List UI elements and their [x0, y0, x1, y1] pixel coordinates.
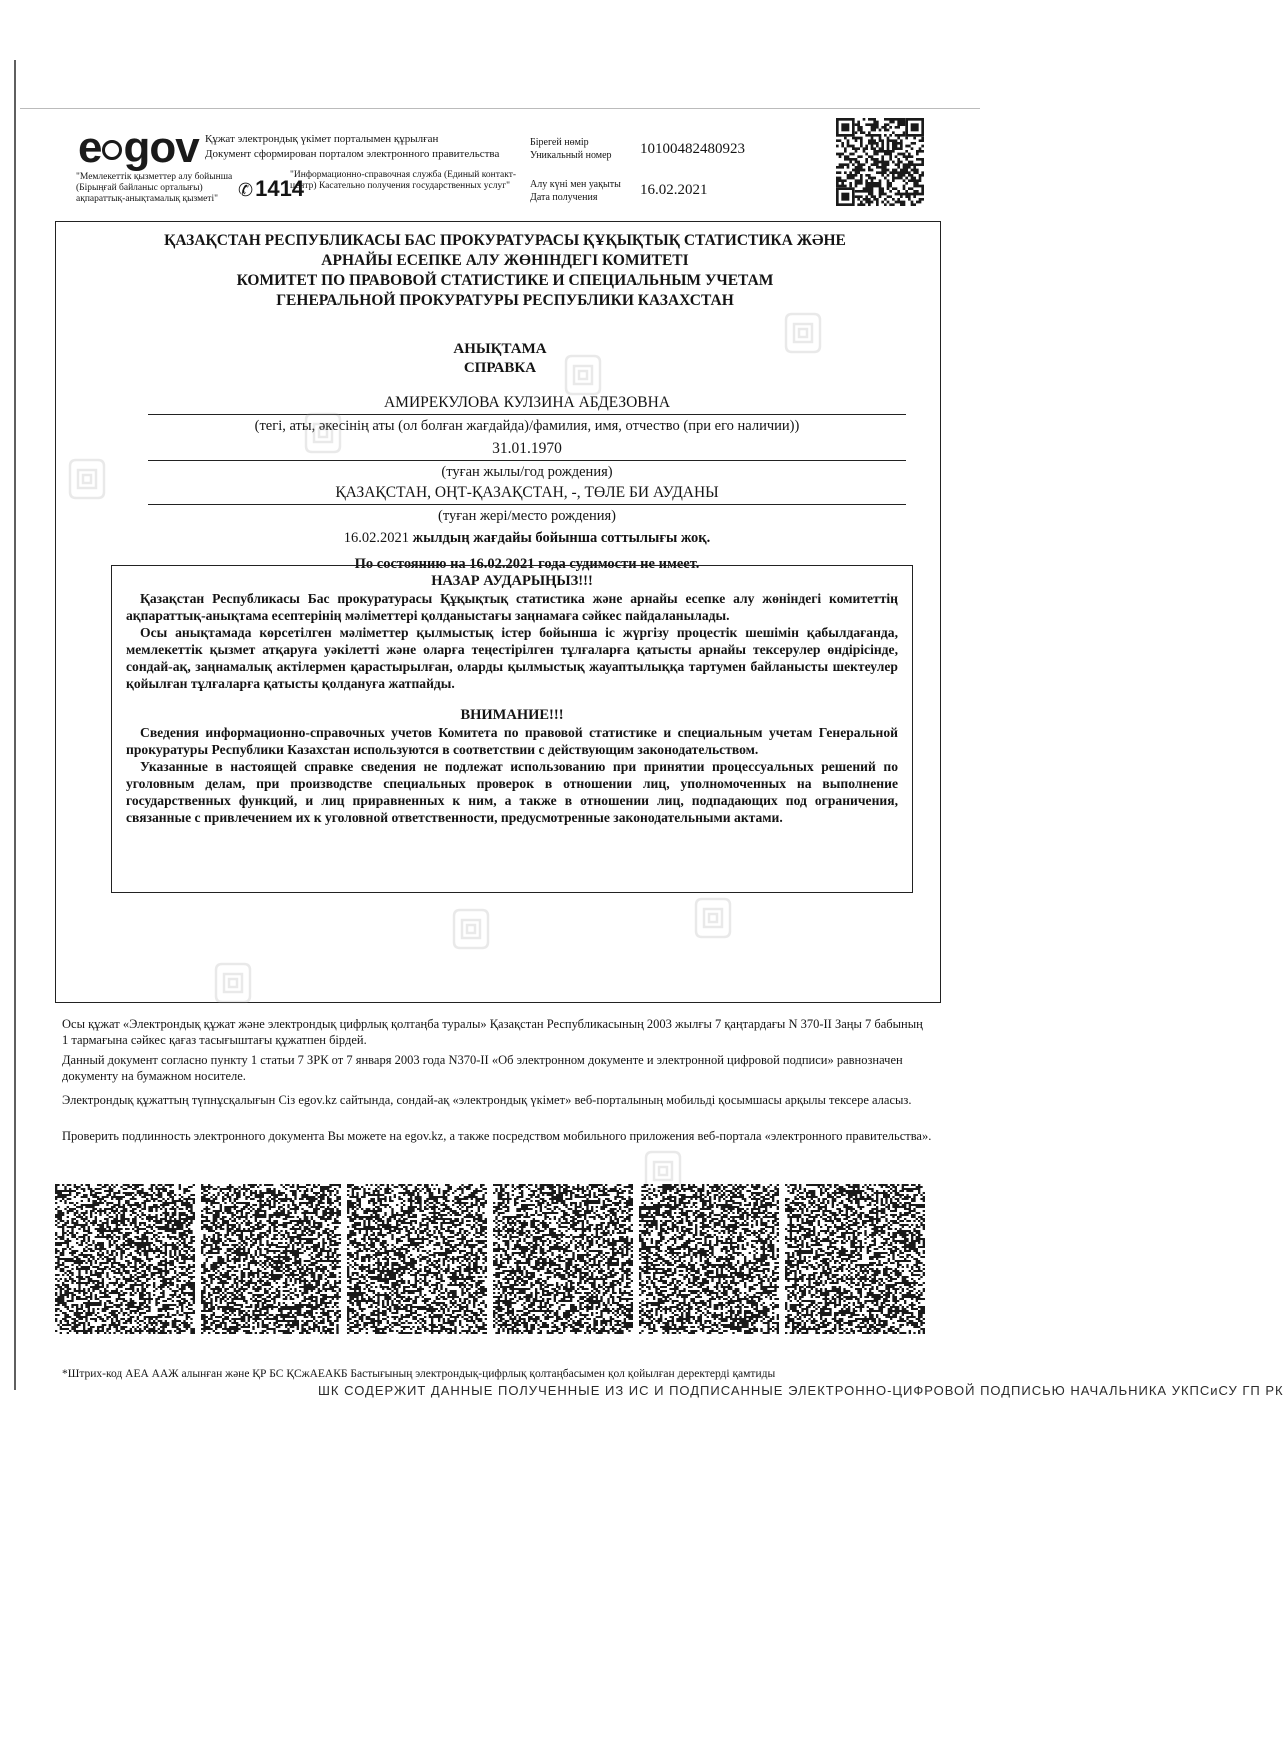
portal-note-kz: Құжат электрондық үкімет порталымен құрылған	[205, 133, 439, 145]
birth-date-underline	[148, 460, 906, 461]
status-kz	[148, 530, 906, 547]
receipt-date-value: 16.02.2021	[640, 182, 708, 198]
receipt-date-label	[530, 178, 650, 204]
watermark-ornament-icon	[448, 906, 494, 952]
notice-heading-kz: НАЗАР АУДАРЫҢЫЗ!!!	[431, 573, 593, 589]
full-name-caption: (тегі, аты, әкесінің аты (ол болған жағдайда)/фамилия, имя, отчество (при его наличии))	[254, 418, 800, 434]
scan-edge-shadow	[14, 60, 16, 1390]
issuer-title-kz-line1: ҚАЗАҚСТАН РЕСПУБЛИКАСЫ БАС ПРОКУРАТУРАСЫ ҚҰҚЫҚТЫҚ СТАТИСТИКА ЖӘНЕ	[164, 232, 846, 249]
barcode-footnote-kz: *Штрих-код АЕА ААЖ алынған және ҚР БС ҚСжАЕАКБ Бастығының электрондық-цифрлық қолтаңбасымен қол қойылған деректерді қамтиды	[62, 1368, 776, 1380]
watermark-ornament-icon	[300, 410, 346, 456]
2d-barcode	[347, 1184, 487, 1334]
birth-date-value: 31.01.1970	[492, 440, 562, 457]
qr-code	[836, 118, 924, 206]
birth-place-caption: (туған жері/место рождения)	[438, 508, 616, 524]
status-ru: По состоянию на 16.02.2021 года судимости не имеет.	[354, 556, 700, 572]
2d-barcode	[785, 1184, 925, 1334]
2d-barcode	[493, 1184, 633, 1334]
unique-number-value: 10100482480923	[640, 141, 745, 157]
portal-note	[205, 132, 565, 162]
birth-date-caption: (туған жылы/год рождения)	[441, 464, 613, 480]
receipt-date-label-kz: Алу күні мен уақыты	[530, 179, 621, 190]
service-info-ru: "Информационно-справочная служба (Единый контакт-центр) Касательно получения государственных услуг"	[290, 170, 517, 191]
watermark-ornament-icon	[560, 352, 606, 398]
watermark-ornament-icon	[210, 960, 256, 1006]
watermark-ornament-icon	[64, 456, 110, 502]
phone-icon: ✆	[238, 180, 254, 200]
legal-notice-kz-2: Электрондық құжаттың түпнұсқалығын Сіз egov.kz сайтында, сондай-ақ «электрондық үкімет» веб-порталының мобильді қосымшасы арқылы тексере аласыз.	[62, 1093, 912, 1107]
issuer-title-ru-line1: КОМИТЕТ ПО ПРАВОВОЙ СТАТИСТИКЕ И СПЕЦИАЛЬНЫМ УЧЕТАМ	[236, 272, 774, 289]
document-type-ru: СПРАВКА	[463, 360, 537, 376]
unique-number-label-kz: Бірегей нөмір	[530, 137, 589, 148]
unique-number-label-ru: Уникальный номер	[530, 150, 612, 161]
birth-place-underline	[148, 504, 906, 505]
2d-barcode	[55, 1184, 195, 1334]
notice-paragraph-ru-1: Сведения информационно-справочных учетов Комитета по правовой статистике и специальным учетам Генеральной прокуратуры Республики Казахстан используются в соответствии с действующим законодательством.	[126, 725, 898, 757]
legal-notice-kz-1: Осы құжат «Электрондық құжат және электрондық цифрлық қолтаңба туралы» Қазақстан Республикасының 2003 жылғы 7 қаңтардағы N 370-II Заңы 7 бабының 1 тармағына сәйкес қағаз тасығыштағы құжатпен бірдей.	[62, 1017, 923, 1047]
sheet-top-edge	[20, 108, 980, 109]
notice-paragraph-ru-2: Указанные в настоящей справке сведения не подлежат использованию при принятии процессуальных решений по уголовным делам, при производстве специальных проверок в отношении лиц, уполномоченных на выполнение государственных функций, и лиц приравненных к ним, а также в отношении лиц, подпадающих под ограничения, связанные с привлечением их к уголовной ответственности, предусмотренные законодательными актами.	[126, 759, 898, 825]
2d-barcode	[639, 1184, 779, 1334]
legal-notice-ru-2: Проверить подлинность электронного документа Вы можете на egov.kz, а также посредством мобильного приложения веб-портала «электронного правительства».	[62, 1129, 932, 1143]
issuer-title-kz-line2: АРНАЙЫ ЕСЕПКЕ АЛУ ЖӨНІНДЕГІ КОМИТЕТІ	[321, 252, 689, 269]
egov-logo-ring-icon	[102, 140, 122, 160]
full-name-underline	[148, 414, 906, 415]
document-type	[300, 340, 700, 378]
barcode-footnote-ru-cut: ШК СОДЕРЖИТ ДАННЫЕ ПОЛУЧЕННЫЕ ИЗ ИС И ПОДПИСАННЫЕ ЭЛЕКТРОННО-ЦИФРОВОЙ ПОДПИСЬЮ НАЧАЛЬНИКА УКПСиСУ ГП РК	[318, 1383, 1284, 1398]
issuer-title-ru-line2: ГЕНЕРАЛЬНОЙ ПРОКУРАТУРЫ РЕСПУБЛИКИ КАЗАХСТАН	[276, 292, 734, 309]
issuer-title	[95, 231, 915, 311]
watermark-ornament-icon	[690, 895, 736, 941]
portal-note-ru: Документ сформирован порталом электронного правительства	[205, 148, 500, 160]
birth-place-value: ҚАЗАҚСТАН, ОҢТ-ҚАЗАҚСТАН, -, ТӨЛЕ БИ АУДАНЫ	[335, 484, 719, 501]
full-name-value: АМИРЕКУЛОВА КУЛЗИНА АБДЕЗОВНА	[383, 394, 671, 411]
notice-box	[111, 565, 913, 893]
document-type-kz: АНЫҚТАМА	[453, 341, 547, 357]
status-kz-date: 16.02.2021	[343, 530, 409, 546]
receipt-date-label-ru: Дата получения	[530, 192, 598, 203]
notice-heading-ru: ВНИМАНИЕ!!!	[460, 707, 564, 723]
egov-logo: e gov	[78, 123, 199, 172]
watermark-ornament-icon	[780, 310, 826, 356]
barcode-strip	[55, 1184, 925, 1334]
service-info-kz: "Мемлекеттік қызметтер алу бойынша (Бірыңғай байланыс орталығы) ақпараттық-анықтамалық қызметі"	[76, 172, 233, 204]
legal-notice-ru-1: Данный документ согласно пункту 1 статьи 7 ЗРК от 7 января 2003 года N370-II «Об электронном документе и электронной цифровой подписи» равнозначен документу на бумажном носителе.	[62, 1053, 903, 1083]
phone-number: 1414	[255, 176, 305, 201]
2d-barcode	[201, 1184, 341, 1334]
unique-number-label	[530, 136, 650, 162]
status-kz-text: жылдың жағдайы бойынша соттылығы жоқ.	[412, 530, 711, 546]
notice-paragraph-kz-1: Қазақстан Республикасы Бас прокуратурасы Құқықтық статистика және арнайы есепке алу жөніндегі комитеттің ақпараттық-анықтама есептерінің мәліметтері қолданыстағы заңнамаға сәйкес пайдаланылады.	[126, 591, 898, 623]
notice-paragraph-kz-2: Осы анықтамада көрсетілген мәліметтер қылмыстық істер бойынша іс жүргізу процестік шешімін қабылдағанда, мемлекеттік қызмет атқаруға уәкілетті және оларға теңестірілген тұлғаларға қатысты арнайы тексерулер өндірісінде, сондай-ақ, заңнамалық актілермен қарастырылған, оларды қылмыстық жауаптылыққа тартумен байланысты шектеулер қойылған тұлғаларға қатысты қолдануға жатпайды.	[126, 625, 898, 691]
